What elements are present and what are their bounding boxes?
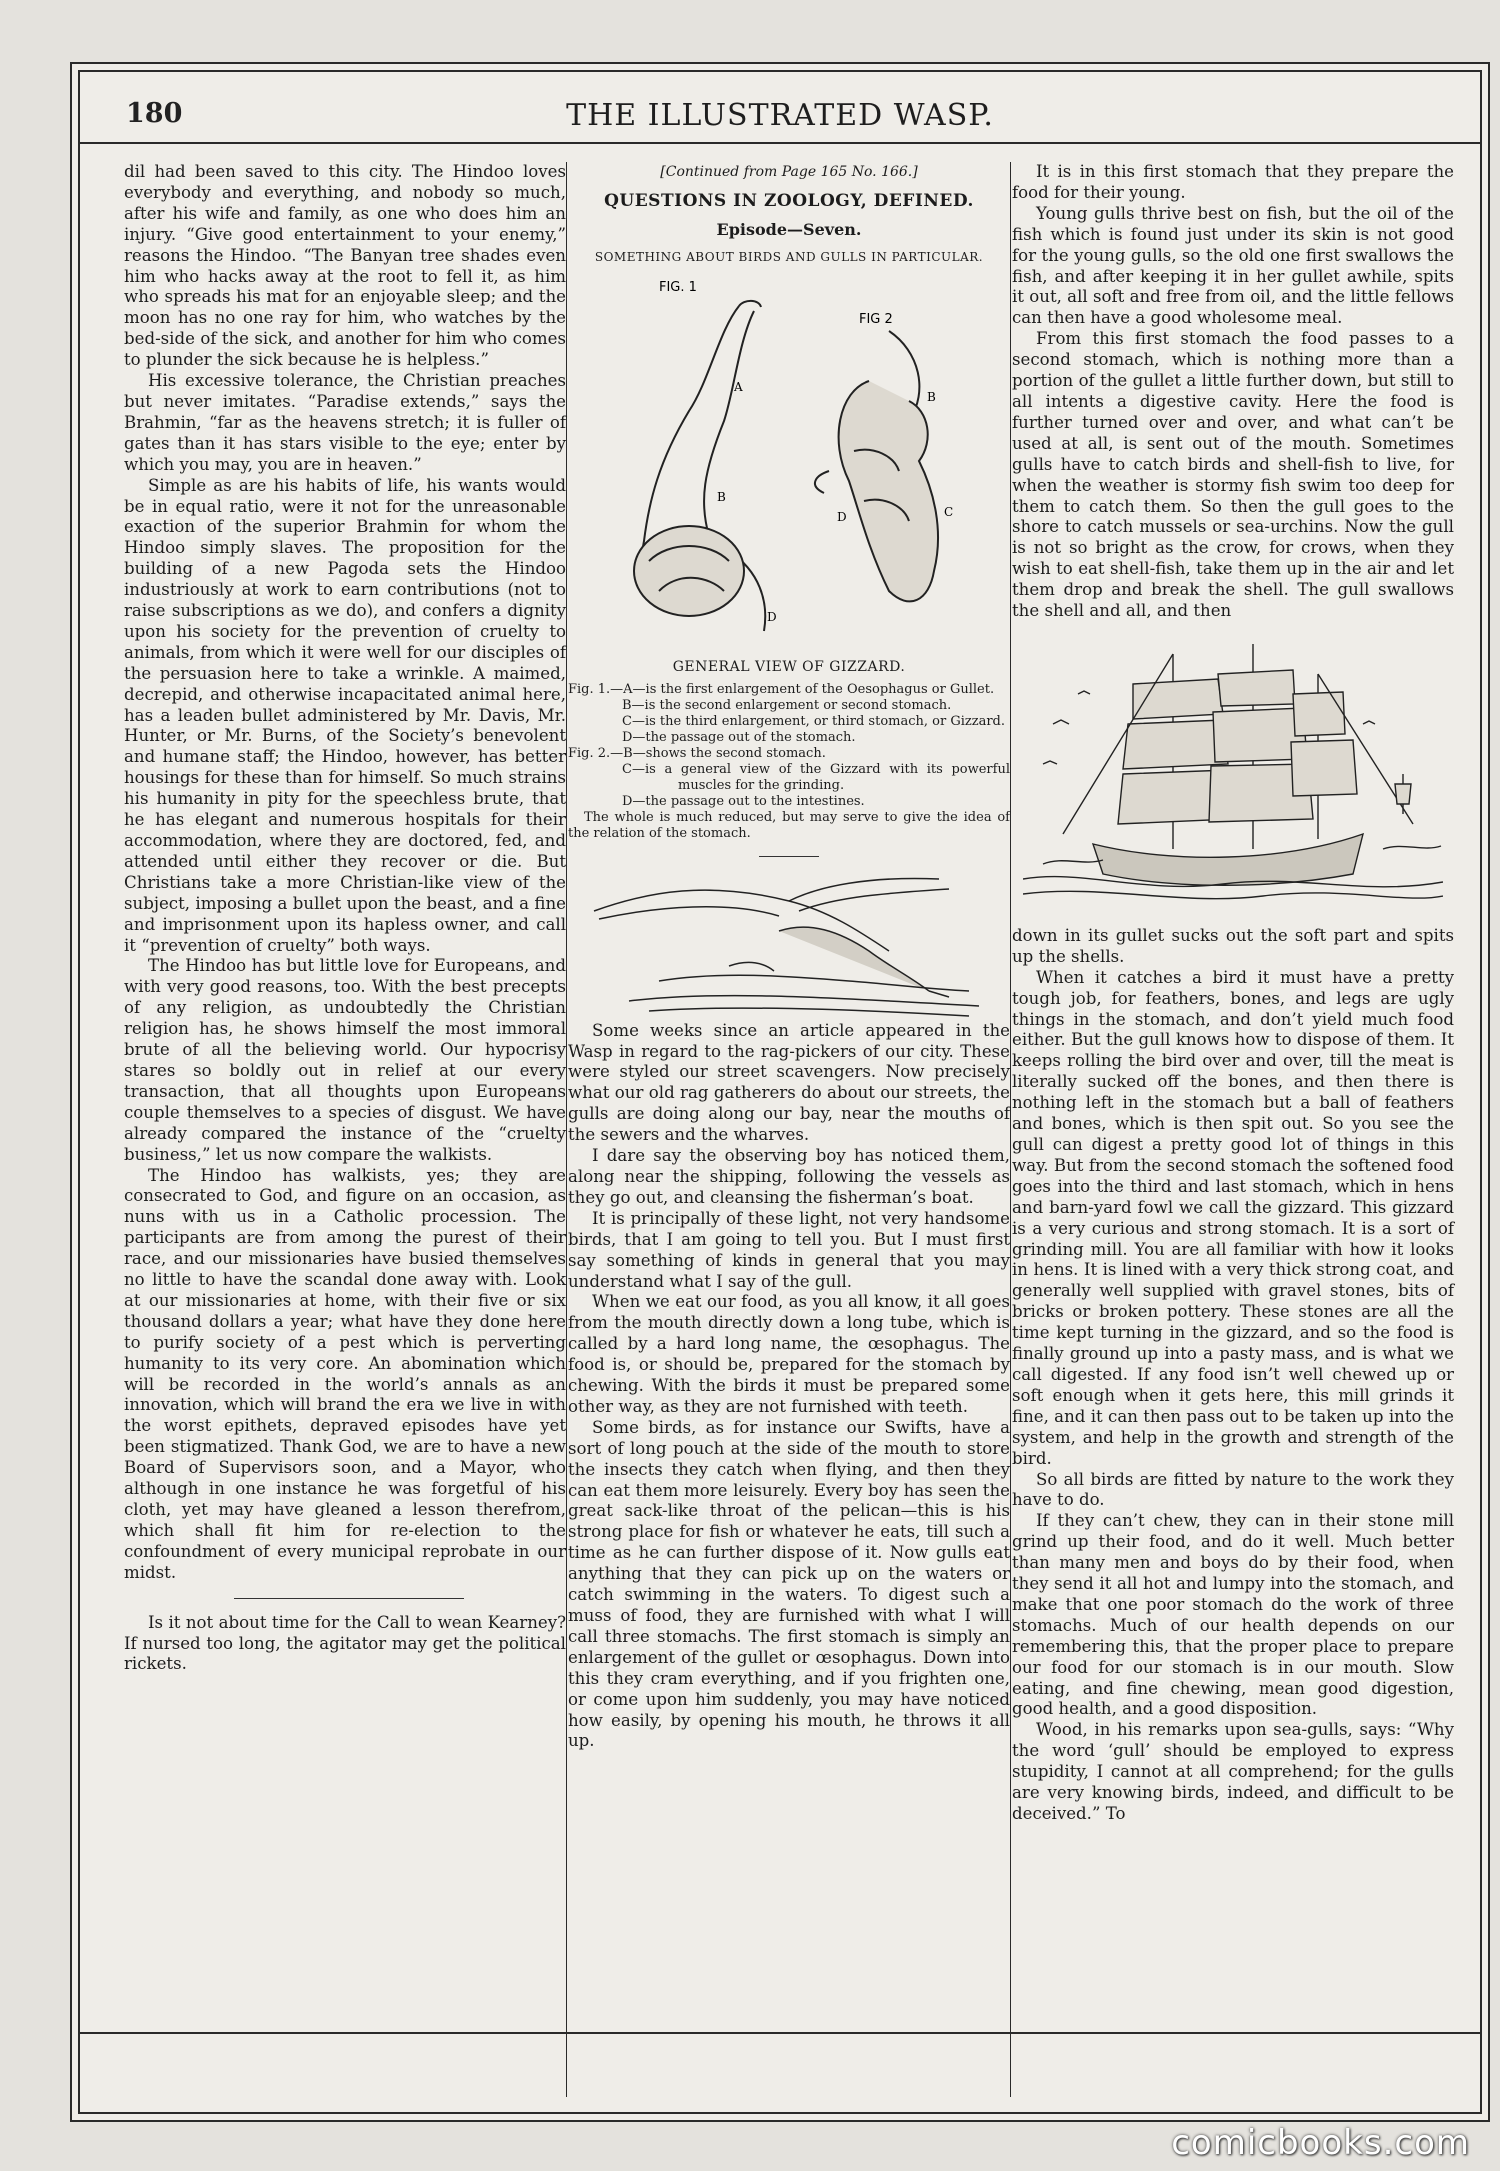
fig-label-b: B	[927, 389, 936, 404]
legend-line: C—is the third enlargement, or third stomach, or Gizzard.	[622, 713, 1005, 729]
page-number: 180	[126, 98, 183, 129]
continued-note: [Continued from Page 165 No. 166.]	[660, 164, 918, 180]
paragraph: When we eat our food, as you all know, it all goes from the mouth directly down a long tube, which is called by a hard long name, the œsophagus. The food is, or should be, prepared for the stomach by chewing. With the birds it must be prepared some other way, as they are not furnished with teeth.	[568, 1292, 1010, 1416]
paragraph: If they can’t chew, they can in their stone mill grind up their food, and do it well. Much better than many men and boys do by their food, when they send it all hot and lumpy into the stomach, and make that one poor stomach do the work of three stomachs. Much of our health depends on our remembering this, that the proper place to prepare our food for our stomach is in our mouth. Slow eating, and fine chewing, mean good digestion, good health, and a good disposition.	[1012, 1511, 1454, 1719]
gull-illustration	[589, 871, 989, 1021]
paragraph: When it catches a bird it must have a pretty tough job, for feathers, bones, and legs are ugly things in the stomach, and don’t yield much food either. But the gull knows how to dispose of them. It keeps rolling the bird over and over, till the meat is literally sucked off the bones, and then there is nothing left in the stomach but a ball of feathers and bones, which is then spit out. So you see the gull can digest a pretty good lot of things in this way. But from the second stomach the softened food goes into the third and last stomach, which in hens and barn-yard fowl we call the gizzard. This gizzard is a very curious and strong stomach. It is a sort of grinding mill. You are all familiar with how it looks in hens. It is lined with a very thick strong coat, and generally well supplied with gravel stones, bits of bricks or broken pottery. These stones are all the time kept turning in the gizzard, and so the food is finally ground up into a pasty mass, and is what we call digested. If any food isn’t well chewed up or soft enough when it gets here, this mill grinds it fine, and it can then pass out to be taken up into the system, and help in the growth and strength of the bird.	[1012, 967, 1454, 1468]
paragraph: The Hindoo has walkists, yes; they are consecrated to God, and figure on an occasion, as nuns with us in a Catholic procession. The participants are from among the purest of their race, and our missionaries have busied themselves no little to have the scandal done away with. Look at our missionaries at home, with their five or six thousand dollars a year; what have they done here to purify society of a pest which is perverting humanity to its very core. An abomination which will be recorded in the world’s annals as an innovation, which will brand the era we live in with the worst epithets, depraved episodes have yet been stigmatized. Thank God, we are to have a new Board of Supervisors soon, and a Mayor, who although in one instance he was forgetful of his cloth, yet may have gleaned a lesson therefrom, which shall fit him for re-election to the confoundment of every municipal reprobate in our midst.	[124, 1165, 566, 1582]
fig-label-d: D	[837, 509, 847, 524]
legend-line: B—is the second enlargement or second stomach.	[622, 697, 952, 713]
paragraph: It is principally of these light, not very handsome birds, that I am going to tell you. But I must first say something of kinds in general that you may understand what I say of the gull.	[568, 1208, 1010, 1291]
divider	[234, 1598, 464, 1599]
episode-heading: Episode—Seven.	[716, 219, 862, 239]
paragraph: His excessive tolerance, the Christian preaches but never imitates. “Paradise extends,” says the Brahmin, “far as the heavens stretch; it is fuller of gates than it has stars visible to the eye; enter by which you may, you are in heaven.”	[124, 371, 566, 474]
subheading: SOMETHING ABOUT BIRDS AND GULLS IN PARTICULAR.	[594, 249, 984, 264]
column-1	[124, 162, 566, 1675]
bottom-rule	[80, 2032, 1480, 2034]
closing-paragraph: Is it not about time for the Call to wean Kearney? If nursed too long, the agitator may get the political rickets.	[124, 1612, 566, 1674]
fig-1-label: FIG. 1	[659, 279, 697, 295]
legend-line: Fig. 2.—B—shows the second stomach.	[568, 745, 826, 761]
paragraph: Simple as are his habits of life, his wants would be in equal ratio, were it not for the unreasonable exaction of the superior Brahmin for whom the Hindoo simply slaves. The proposition for the building of a new Pagoda sets the Hindoo industriously at work to earn contributions (not to raise subscriptions as we do), and confers a dignity upon his society for the prevention of cruelty to animals, from which it were well for our disciples of the persuasion here to take a wrinkle. A maimed, decrepid, and otherwise incapacitated animal here, has a leaden bullet administered by Mr. Davis, Mr. Hunter, or Mr. Burns, of the Society’s benevolent and humane staff; the Hindoo, however, has better housings for these than for himself. So much strains his humanity in pity for the speechless brute, that he has elegant and numerous hospitals for their accommodation, where they are doctored, fed, and attended until either they recover or die. But Christians take a more Christian-like view of the subject, imposing a bullet upon the beast, and a fine and imprisonment upon its hapless owner, and call it “prevention of cruelty” both ways.	[124, 475, 566, 955]
paragraph: It is in this first stomach that they prepare the food for their young.	[1012, 162, 1454, 202]
paragraph: Wood, in his remarks upon sea-gulls, says: “Why the word ‘gull’ should be employed to express stupidity, I cannot at all comprehend; for the gulls are very knowing birds, indeed, and difficult to be deceived.” To	[1012, 1720, 1454, 1823]
column-3	[1012, 162, 1454, 1825]
paragraph: The Hindoo has but little love for Europeans, and with very good reasons, too. With the best precepts of any religion, as undoubtedly the Christian religion has, he shows himself the most immoral brute of all the believing world. Our hypocrisy stares so boldly out in relief at our every transaction, that all thoughts upon Europeans couple themselves to a species of disgust. We have already compared the instance of the “cruelty business,” let us now compare the walkists.	[124, 956, 566, 1164]
paragraph: dil had been saved to this city. The Hindoo loves everybody and everything, and nobody so much, after his wife and family, as one who does him an injury. “Give good entertainment to your enemy,” reasons the Hindoo. “The Banyan tree shades even him who hacks away at the root to fell it, as him who spreads his mat for an enjoyable sleep; and the moon has no one ray for him, who watches by the bed-side of the sick, and another for him who comes to plunder the sick because he is helpless.”	[124, 162, 566, 370]
figure-legend	[568, 682, 1010, 842]
paragraph: Some birds, as for instance our Swifts, have a sort of long pouch at the side of the mouth to store the insects they catch when flying, and then they can eat them more leisurely. Every boy has seen the great sack-like throat of the pelican—this is his strong place for fish or whatever he eats, till such a time as he can further dispose of it. Now gulls eat anything that they can pick up on the waters or catch swimming in the waters. To digest such a muss of food, they are furnished with what I will call three stomachs. The first stomach is simply an enlargement of the gullet or œsophagus. Down into this they cram everything, and if you frighten one, or come upon him suddenly, you may have noticed how easily, by opening his mouth, he throws it all up.	[568, 1417, 1010, 1751]
newspaper-page	[78, 70, 1482, 2114]
column-2	[568, 162, 1010, 1752]
masthead-title: THE ILLUSTRATED WASP.	[566, 98, 994, 133]
fig-1-drawing	[634, 301, 765, 631]
ship-illustration	[1023, 634, 1443, 914]
legend-line: Fig. 1.—A—is the first enlargement of the Oesophagus or Gullet.	[568, 681, 995, 697]
watermark: comicbooks.com	[1171, 2123, 1470, 2163]
paragraph: Some weeks since an article appeared in the Wasp in regard to the rag-pickers of our city. These were styled our street scavengers. Now precisely what our old rag gatherers do about our streets, the gulls are doing along our bay, near the mouths of the sewers and the wharves.	[568, 1020, 1010, 1145]
gizzard-illustration	[589, 271, 989, 651]
paragraph: I dare say the observing boy has noticed them, along near the shipping, following the vessels as they go out, and cleansing the fisherman’s boat.	[568, 1146, 1010, 1207]
legend-line: D—the passage out to the intestines.	[622, 793, 865, 809]
paragraph: So all birds are fitted by nature to the work they have to do.	[1012, 1469, 1454, 1510]
legend-line: The whole is much reduced, but may serve to give the idea of the relation of the stomach.	[568, 809, 1010, 841]
fig-label-d: D	[767, 609, 777, 624]
paragraph: From this first stomach the food passes to a second stomach, which is nothing more than a portion of the gullet a little further down, but still to all intents a digestive cavity. Here the food is further turned over and over, and what can’t be used at all, is sent out of the mouth. Sometimes gulls have to catch birds and shell-fish to live, for when the weather is stormy fish swim too deep for them to catch them. So then the gull goes to the shore to catch mussels or sea-urchins. Now the gull is not so bright as the crow, for crows, when they wish to eat shell-fish, take them up in the air and let them drop and break the shell. The gull swallows the shell and all, and then	[1012, 329, 1454, 621]
legend-line: D—the passage out of the stomach.	[622, 729, 856, 745]
figure-caption: GENERAL VIEW OF GIZZARD.	[672, 658, 906, 675]
paragraph: Young gulls thrive best on fish, but the oil of the fish which is found just under its skin is not good for the young gulls, so the old one first swallows the fish, and after keeping it in her gullet awhile, spits it out, all soft and free from oil, and the little fellows can then have a good wholesome meal.	[1012, 203, 1454, 328]
divider	[759, 856, 819, 857]
paragraph: down in its gullet sucks out the soft part and spits up the shells.	[1012, 925, 1454, 966]
page-header	[80, 72, 1480, 144]
fig-label-c: C	[944, 504, 954, 519]
fig-2-label: FIG 2	[859, 311, 893, 327]
fig-label-b: B	[717, 489, 726, 504]
fig-label-a: A	[734, 379, 743, 394]
column-rule	[566, 162, 567, 2097]
article-title: QUESTIONS IN ZOOLOGY, DEFINED.	[604, 190, 974, 211]
fig-2-drawing	[815, 331, 938, 601]
legend-line: C—is a general view of the Gizzard with its powerful muscles for the grinding.	[622, 761, 1010, 793]
column-rule	[1010, 162, 1011, 2097]
